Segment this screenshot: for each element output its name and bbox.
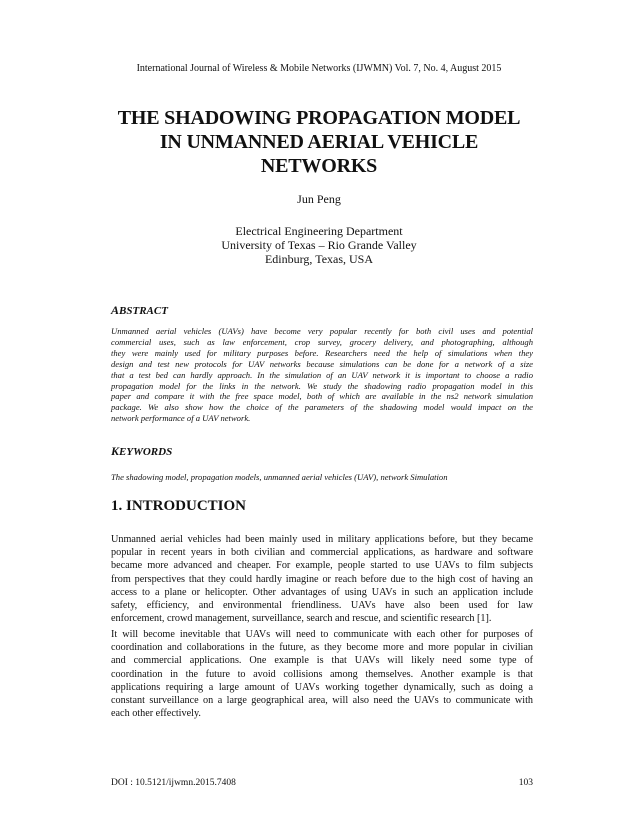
page-number: 103 [518, 778, 533, 788]
introduction-paragraph-1 [111, 533, 533, 625]
title-line: THE SHADOWING PROPAGATION MODEL [117, 107, 521, 129]
title-line: IN UNMANNED AERIAL VEHICLE [159, 131, 479, 153]
keywords-heading-rest: EYWORDS [119, 446, 173, 458]
abstract-body [111, 326, 533, 424]
body-line: each other effectively. [111, 708, 201, 720]
abstract-line: propagation model for the links in the network. We study the shadowing radio propagation model in this [111, 380, 533, 391]
affiliation-line: Edinburg, Texas, USA [264, 252, 374, 266]
abstract-line: commercial uses, such as law enforcement, crop survey, grocery delivery, and photographing, although [111, 336, 533, 347]
abstract-line: network performance of a UAV network. [111, 413, 251, 424]
author-affiliation [0, 224, 638, 266]
body-line: access to a plane or helicopter. Other advantages of using UAVs in such an application include [111, 586, 533, 598]
body-line: applications requiring a large amount of UAVs working together dynamically, such as doing a [111, 681, 533, 693]
keywords-heading-initial: K [111, 444, 120, 458]
body-line: coordination and collaborations in the future, as they become more and more popular in civilian [111, 642, 533, 654]
abstract-heading-rest: BSTRACT [119, 305, 168, 317]
body-line: It will become inevitable that UAVs will need to communicate with each other for purposes of [111, 629, 533, 640]
affiliation-line: Electrical Engineering Department [235, 224, 403, 238]
abstract-line: Unmanned aerial vehicles (UAVs) have become very popular recently for both civil uses and potential [111, 326, 533, 336]
body-line: Unmanned aerial vehicles had been mainly used in military applications before, but they became [111, 534, 533, 545]
abstract-line: they were mainly used for military purposes before. Researchers need the help of simulations when they [111, 347, 533, 358]
body-line: from perspectives that they could hardly imagine or reach before due to the high cost of having an [111, 573, 533, 585]
keywords-text: The shadowing model, propagation models, unmanned aerial vehicles (UAV), network Simulation [111, 472, 448, 482]
paper-title [70, 106, 568, 178]
body-line: safety, efficiency, and environmental friendliness. UAVs have also been used for law [111, 600, 533, 612]
abstract-heading-initial: A [111, 303, 120, 317]
author-name: Jun Peng [297, 192, 341, 206]
body-line: popular in recent years in both civilian and commercial applications, as hardware and software [111, 547, 533, 559]
abstract-line: design and test new protocols for UAV networks because simulations can be done for a network of a size [111, 358, 533, 369]
body-line: constant surveillance on a large geographical area, will also need the UAVs to communicate with [111, 695, 533, 707]
title-line: NETWORKS [260, 155, 378, 177]
affiliation-line: University of Texas – Rio Grande Valley [221, 238, 417, 252]
running-header: International Journal of Wireless & Mobile Networks (IJWMN) Vol. 7, No. 4, August 2015 [136, 63, 502, 74]
abstract-line: paper and compare it with the free space model, both of which are available in the ns2 network simulation [111, 391, 533, 402]
body-line: enforcement, crowd management, surveillance, search and rescue, and scientific research [1]. [111, 613, 492, 625]
abstract-line: package. We also show how the choice of the parameters of the shadowing model would impact on the [111, 402, 533, 413]
abstract-line: that a test bed can hardly approach. In the simulation of an UAV network it is important to choose a radio [111, 369, 533, 380]
body-line: and commercial applications. One example is that UAVs will likely need some type of [111, 655, 533, 667]
introduction-paragraph-2 [111, 628, 533, 720]
body-line: became more advanced and cheaper. For example, people started to use UAVs to film subjects [111, 560, 533, 572]
keywords-heading [111, 445, 172, 459]
body-line: coordination in the future to avoid collisions among themselves. Another example is that [111, 668, 533, 680]
doi-footer: DOI : 10.5121/ijwmn.2015.7408 [111, 778, 236, 788]
introduction-heading: 1. INTRODUCTION [111, 498, 247, 514]
abstract-heading [111, 304, 168, 318]
